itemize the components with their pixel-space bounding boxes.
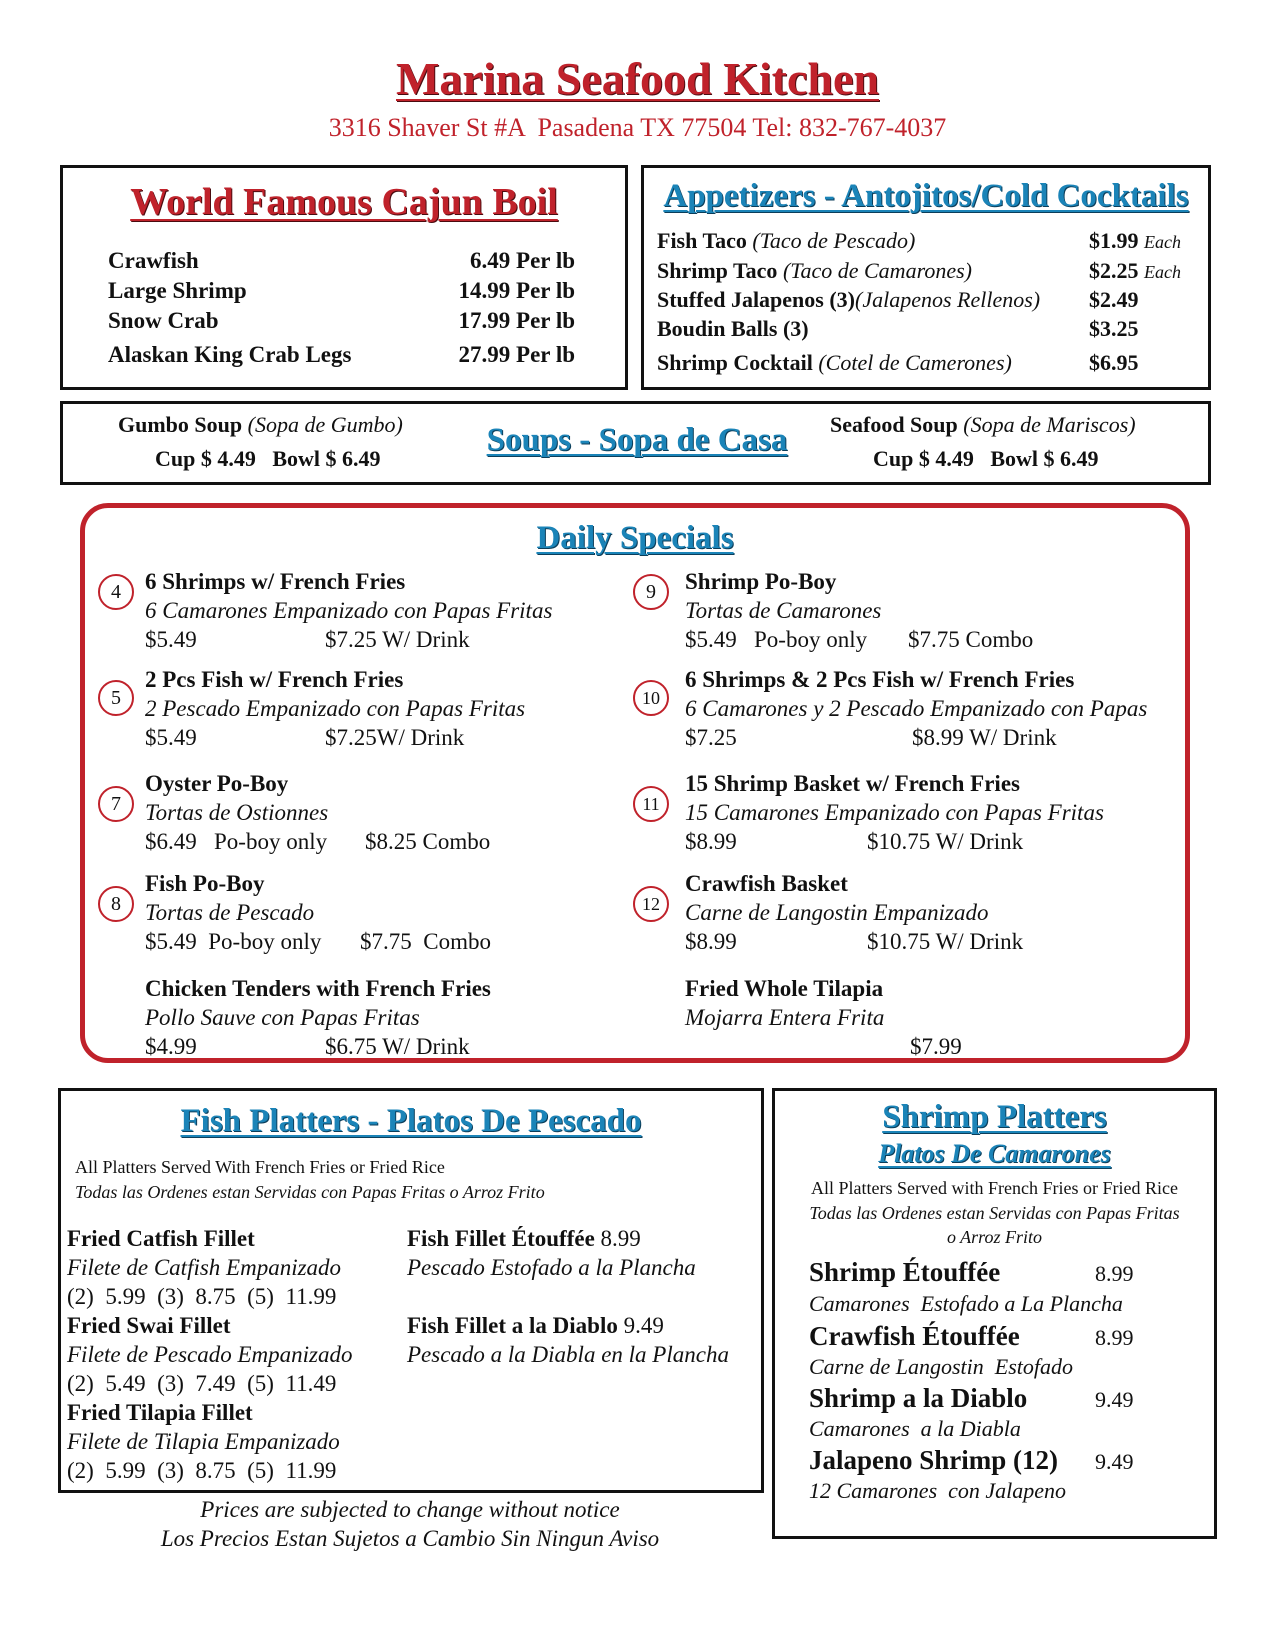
restaurant-address: 3316 Shaver St #A Pasadena TX 77504 Tel: 832-767-4037 [328, 113, 947, 142]
special-price-combo: $10.75 W/ Drink [867, 829, 1024, 854]
special-spanish: 15 Camarones Empanizado con Papas Fritas [685, 800, 1104, 825]
special-number-badge: 11 [633, 786, 669, 822]
appetizer-name: Fish Taco [657, 228, 747, 253]
appetizer-name: Stuffed Jalapenos (3) [657, 287, 856, 312]
shrimp-platters-note-spanish: Todas las Ordenes estan Servidas con Papas Fritas [809, 1203, 1180, 1223]
appetizer-unit: Each [1144, 232, 1181, 252]
cajun-item-price: 17.99 Per lb [458, 308, 575, 333]
shrimp-item-spanish: 12 Camarones con Jalapeno [809, 1478, 1067, 1503]
appetizer-spanish: (Cotel de Camerones) [818, 350, 1012, 375]
special-price-combo: $7.75 Combo [908, 627, 1034, 652]
appetizer-name: Boudin Balls (3) [657, 316, 809, 341]
special-price: $7.25 [685, 725, 737, 750]
soup-prices: Cup $ 4.49 Bowl $ 6.49 [155, 446, 381, 471]
shrimp-item-name: Shrimp Étouffée [809, 1257, 1001, 1287]
soup-spanish: (Sopa de Gumbo) [247, 412, 403, 437]
appetizer-price: $6.95 [1089, 350, 1139, 375]
shrimp-platters-note-spanish-cont: o Arroz Frito [946, 1227, 1043, 1247]
shrimp-item-name: Jalapeno Shrimp (12) [809, 1445, 1059, 1475]
special-price: $4.99 [145, 1034, 197, 1059]
special-name: Crawfish Basket [685, 871, 848, 896]
special-price: $6.49 Po-boy only [145, 829, 328, 854]
cajun-item-name: Snow Crab [108, 308, 219, 333]
special-price-combo: $7.75 Combo [360, 929, 491, 954]
special-number-badge: 8 [98, 886, 134, 922]
appetizer-unit: Each [1144, 262, 1181, 282]
fish-platters-note: All Platters Served With French Fries or Fried Rice [75, 1157, 445, 1177]
shrimp-item-spanish: Camarones a la Diabla [809, 1416, 1021, 1441]
special-spanish: 2 Pescado Empanizado con Papas Fritas [145, 696, 526, 721]
fish-item-name: Fried Tilapia Fillet [67, 1400, 253, 1425]
appetizer-spanish: (Taco de Pescado) [752, 228, 916, 253]
shrimp-item-spanish: Camarones Estofado a La Plancha [809, 1291, 1123, 1316]
fish-platters-note-spanish: Todas las Ordenes estan Servidas con Papas Fritas o Arroz Frito [75, 1182, 545, 1202]
shrimp-platters-subtitle: Platos De Camarones [878, 1139, 1111, 1168]
cajun-item-name: Alaskan King Crab Legs [108, 342, 352, 367]
shrimp-item-price: 9.49 [1095, 1387, 1134, 1412]
cajun-item-name: Crawfish [108, 248, 199, 273]
shrimp-item-name: Shrimp a la Diablo [809, 1383, 1028, 1413]
soups-title: Soups - Sopa de Casa [486, 422, 788, 458]
fish-item-spanish: Pescado a la Diabla en la Plancha [407, 1342, 729, 1367]
appetizer-price: $2.49 [1089, 287, 1139, 312]
appetizer-price: $2.25 [1089, 258, 1139, 283]
special-number-badge: 7 [98, 786, 134, 822]
appetizer-name: Shrimp Taco [657, 258, 778, 283]
special-name: 2 Pcs Fish w/ French Fries [145, 667, 404, 692]
cajun-boil-section [60, 165, 628, 390]
special-name: Fish Po-Boy [145, 871, 265, 896]
fish-item-name: Fried Catfish Fillet [67, 1226, 255, 1251]
soup-name: Seafood Soup [830, 412, 958, 437]
special-spanish: Mojarra Entera Frita [685, 1005, 885, 1030]
special-price-combo: $6.75 W/ Drink [325, 1034, 470, 1059]
cajun-item-name: Large Shrimp [108, 278, 247, 303]
shrimp-platters-title: Shrimp Platters [882, 1099, 1107, 1135]
special-price: $5.49 Po-boy only [685, 627, 868, 652]
special-spanish: 6 Camarones Empanizado con Papas Fritas [145, 598, 553, 623]
special-spanish: Tortas de Ostionnes [145, 800, 329, 825]
fish-item-price: 9.49 [623, 1313, 664, 1338]
special-name: 6 Shrimps w/ French Fries [145, 569, 406, 594]
special-name: Chicken Tenders with French Fries [145, 976, 491, 1001]
special-price: $5.49 [145, 627, 197, 652]
appetizers-title: Appetizers - Antojitos/Cold Cocktails [663, 178, 1189, 214]
special-spanish: Carne de Langostin Empanizado [685, 900, 989, 925]
fish-item-price: 8.99 [600, 1226, 641, 1251]
fish-item-spanish: Filete de Catfish Empanizado [67, 1255, 342, 1280]
special-spanish: Tortas de Camarones [685, 598, 882, 623]
special-price-combo: $7.25W/ Drink [325, 725, 465, 750]
daily-specials-title: Daily Specials [536, 520, 734, 556]
fish-item-spanish: Pescado Estofado a la Plancha [407, 1255, 696, 1280]
special-name: 15 Shrimp Basket w/ French Fries [685, 771, 1020, 796]
special-name: Oyster Po-Boy [145, 771, 289, 796]
special-price-combo: $8.25 Combo [365, 829, 491, 854]
fish-item-name: Fish Fillet Étouffée [407, 1226, 595, 1251]
fish-platters-section [58, 1088, 764, 1493]
special-price: $8.99 [685, 829, 737, 854]
cajun-item-price: 14.99 Per lb [458, 278, 575, 303]
special-spanish: Tortas de Pescado [145, 900, 315, 925]
shrimp-item-price: 8.99 [1095, 1325, 1134, 1350]
price-disclaimer: Prices are subjected to change without notice [200, 1497, 620, 1522]
shrimp-item-price: 9.49 [1095, 1449, 1134, 1474]
soup-spanish: (Sopa de Mariscos) [963, 412, 1136, 437]
special-spanish: 6 Camarones y 2 Pescado Empanizado con Papas [685, 696, 1148, 721]
special-number-badge: 5 [98, 680, 134, 716]
fish-item-prices: (2) 5.49 (3) 7.49 (5) 11.49 [67, 1371, 337, 1396]
appetizer-spanish: (Jalapenos Rellenos) [855, 287, 1041, 312]
fish-item-prices: (2) 5.99 (3) 8.75 (5) 11.99 [67, 1458, 337, 1483]
special-price: $7.99 [910, 1034, 962, 1059]
cajun-boil-title: World Famous Cajun Boil [130, 181, 558, 223]
special-spanish: Pollo Sauve con Papas Fritas [145, 1005, 420, 1030]
shrimp-item-name: Crawfish Étouffée [809, 1321, 1020, 1351]
fish-item-name: Fried Swai Fillet [67, 1313, 231, 1338]
special-number-badge: 9 [633, 574, 669, 610]
shrimp-platters-section [772, 1088, 1217, 1539]
fish-item-spanish: Filete de Pescado Empanizado [67, 1342, 353, 1367]
special-number-badge: 10 [633, 680, 669, 716]
appetizers-section [641, 165, 1211, 390]
shrimp-platters-note: All Platters Served with French Fries or Fried Rice [811, 1178, 1178, 1198]
shrimp-item-price: 8.99 [1095, 1261, 1134, 1286]
special-price-combo: $10.75 W/ Drink [867, 929, 1024, 954]
fish-item-name: Fish Fillet a la Diablo [407, 1313, 618, 1338]
special-price-combo: $7.25 W/ Drink [325, 627, 470, 652]
soup-prices: Cup $ 4.49 Bowl $ 6.49 [873, 446, 1099, 471]
special-name: Fried Whole Tilapia [685, 976, 884, 1001]
appetizer-spanish: (Taco de Camarones) [782, 258, 972, 283]
special-name: Shrimp Po-Boy [685, 569, 837, 594]
price-disclaimer-spanish: Los Precios Estan Sujetos a Cambio Sin Ningun Aviso [160, 1526, 660, 1551]
appetizer-price: $1.99 [1089, 228, 1139, 253]
cajun-item-price: 6.49 Per lb [470, 248, 575, 273]
special-price: $5.49 [145, 725, 197, 750]
fish-platters-title: Fish Platters - Platos De Pescado [180, 1103, 642, 1139]
appetizer-price: $3.25 [1089, 316, 1139, 341]
special-price: $8.99 [685, 929, 737, 954]
special-name: 6 Shrimps & 2 Pcs Fish w/ French Fries [685, 667, 1075, 692]
soups-section [60, 401, 1211, 485]
restaurant-title: Marina Seafood Kitchen [396, 53, 879, 104]
cajun-item-price: 27.99 Per lb [458, 342, 575, 367]
daily-specials-section [80, 503, 1190, 1063]
special-number-badge: 4 [98, 574, 134, 610]
special-number-badge: 12 [633, 886, 669, 922]
fish-item-prices: (2) 5.99 (3) 8.75 (5) 11.99 [67, 1284, 337, 1309]
special-price: $5.49 Po-boy only [145, 929, 322, 954]
soup-name: Gumbo Soup [118, 412, 243, 437]
special-price-combo: $8.99 W/ Drink [912, 725, 1057, 750]
shrimp-item-spanish: Carne de Langostin Estofado [809, 1354, 1074, 1379]
fish-item-spanish: Filete de Tilapia Empanizado [67, 1429, 340, 1454]
appetizer-name: Shrimp Cocktail [657, 350, 813, 375]
